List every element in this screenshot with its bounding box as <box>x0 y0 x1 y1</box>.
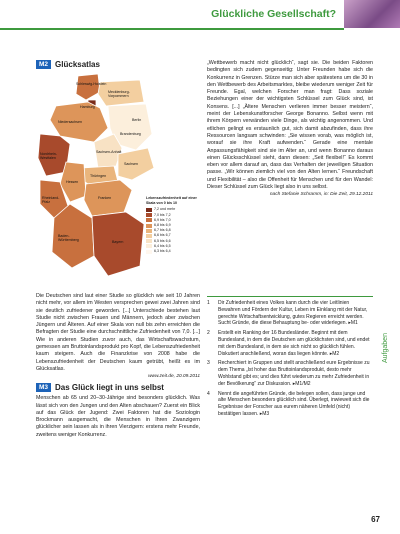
m3-text: Menschen ab 65 und 20–30-Jährige sind besonders glücklich. Was lässt sich von den Jungen und den Alten abschauen? Zuerst ein Blick auf das Glück der Jugend: Zwei Faktoren hat die Soziologin Brockmann ausgemacht, die Menschen in Ihren Zwanzigern glücklicher sein lassen als in ihren Vierzigern: erstens mehr Freunde, zweitens weniger Konkurrenz. <box>36 395 200 438</box>
tasks-section <box>207 300 373 421</box>
task-text: Recherchiert in Gruppen und stellt anschließend eure Ergebnisse zu dem Thema „Ist hoher das Bruttoinlandsprodukt, desto mehr Wohlstand gibt es; und dies führt wiederum zu mehr Zufriedenheit in der Bevölkerung“ zur Diskussion. ▸M1/M2 <box>218 360 370 387</box>
label-rp: Rheinland-Pfalz <box>42 196 60 204</box>
region-by <box>92 212 144 276</box>
label-sa: Sachsen-Anhalt <box>96 150 122 154</box>
task-item <box>207 391 373 418</box>
legend-label: 6,8 bis 6,9 <box>154 223 171 228</box>
legend-label: 6,6 bis 6,7 <box>154 233 171 238</box>
legend-swatch <box>146 218 152 222</box>
tasks-side-label: Aufgaben <box>382 333 389 363</box>
task-text: Erstellt ein Ranking der 16 Bundesländer. Beginnt mit dem Bundesland, in dem die Deutschen am glücklichsten sind, und endet mit dem Bundesland, in dem sie sich nicht so glücklich fühlen. Diskutiert anschließend, woran das liegen könnte. ▸M2 <box>218 330 370 357</box>
legend-swatch <box>146 244 152 248</box>
legend-swatch <box>146 208 152 212</box>
label-fr: Franken <box>98 196 112 200</box>
task-text: Dir Zufriedenheit eines Volkes kann durch die vier Leitlinien Bewahren und Fördern der Kultur, Leben im Einklang mit der Natur, gerechte Wirtschaftsentwicklung, gutes Regieren erreicht werden. Sucht Gründe, die diese Behauptung be- oder widerlegen. ▸M1 <box>218 300 368 327</box>
legend-swatch <box>146 224 152 228</box>
label-sn: Sachsen <box>124 162 138 166</box>
m3-continued-text: „Wettbewerb macht nicht glücklich“, sagt sie. Die beiden Faktoren bedingten sich zudem gegenseitig: Unter Freunden habe sich die Konkurrenz in Grenzen. Stürze man sich aber spätestens um die 30 in den Wettbewerb des Arbeitsmarktes, bleibe wiederum weniger Zeit für Freunde. Egal, welchen Forscher man fragt: Dass soziale Beziehungen einer der wichtigsten Schlüssel zum Glück sind, ist Konsens. [...] „Ältere Menschen verlieren immer besser meistern“, meint der Lebenskunstforscher George Bonanno. Selbst wenn mit ihrem Körpern verwänden viele Dinge, als wichtig angenommen. Und etlichen gelingt es erstaunlich gut, sich damit abzufinden, dass ihre Ressourcen langsam schwinden: „Sie wissen vorab, was möglich ist, worauf sie ihre Kraft aufwenden.“ Gerade eine mentale Anpassungsfähigkeit sind sie im Alter an, und wenn Bonanno daraus einen Glücksschlüssel sieht, dann diesen: „Seit flexibel!“ Es kommt eben vor allem darauf an, dass das Verhalten der jeweiligen Situation passe. „Wir können ziemlich viel von den Alten lernen.“ Freundschaft und Flexibilität – also die Offenheit für Menschen und für den Wandel: Dieser Schlüssel zum Glück liegt also in uns selbst. <box>207 60 373 191</box>
legend-label: 6,5 bis 6,6 <box>154 238 171 243</box>
m2-text: Die Deutschen sind laut einer Studie so glücklich wie seit 10 Jahren nicht mehr, vor allem im Westen versprechen gewei zwei Jahren sind sie deutlich zufriedener geworden. [...] Unterschiede bestehen laut Studie nicht zwischen Frauen und Männern, jedoch aber zwischen Jüngern und Älteren. Auf einer Skala von null bis zehn erreichten die Befragten der Studie eine durchschnittliche Zufriedenheit von 7,0. [...] Wie in anderen Studien zuvor auch, das Wirtschaftswachstum, gemessen am Bruttoinlandsprodukt pro Kopf, die Lebenszufriedenheit kaum steigern. Auch die Finanzkrise von 2008 habe die Lebenszufriedenheit der Deutschen kaum getrübt, heißt es im Glücksatlas. <box>36 293 201 372</box>
legend-label: 7,2 und mehr <box>154 207 176 212</box>
tasks-rule <box>207 296 373 297</box>
m3-badge: M3 <box>36 383 51 392</box>
label-hh: Hamburg <box>80 105 95 109</box>
label-he: Hessen <box>66 180 79 184</box>
legend-swatch <box>146 250 152 254</box>
legend-row <box>146 249 200 254</box>
map-svg <box>36 72 200 290</box>
right-column <box>207 60 373 201</box>
label-mv: Mecklenburg-Vorpommern <box>108 90 130 98</box>
legend-swatch <box>146 229 152 233</box>
germany-happiness-map <box>36 72 200 290</box>
legend-label: 6,3 bis 6,4 <box>154 249 171 254</box>
m3-title: Das Glück liegt in uns selbst <box>55 383 164 393</box>
label-bw: Baden-Württemberg <box>58 234 79 242</box>
task-number: 3 <box>207 360 210 367</box>
chapter-title: Glückliche Gesellschaft? <box>211 8 336 20</box>
m2-heading <box>36 60 200 69</box>
task-text: Nennt die angeführten Gründe, die belegen sollen, dass junge und alte Menschen besonders glücklich sind. Überlegt, inwieweit sich die Ergebnisse der Forscher aus eurem näheren Umfeld (nicht) bestätigen lassen. ▸M3 <box>218 390 370 417</box>
page-header <box>0 0 400 30</box>
label-nrw: Nordrhein-Westfalen <box>40 152 57 160</box>
region-sh <box>76 74 100 100</box>
label-th: Thüringen <box>90 174 107 178</box>
legend-swatch <box>146 239 152 243</box>
legend-label: 6,9 bis 7,0 <box>154 217 171 222</box>
page-number: 67 <box>371 515 380 524</box>
label-brb: Brandenburg <box>120 132 141 136</box>
task-item <box>207 330 373 357</box>
m2-badge: M2 <box>36 60 51 69</box>
task-item <box>207 360 373 387</box>
tasks-side-tab <box>382 303 394 373</box>
task-item <box>207 300 373 327</box>
task-number: 4 <box>207 390 210 397</box>
legend-label: 7,0 bis 7,2 <box>154 212 171 217</box>
legend-swatch <box>146 234 152 238</box>
header-photo <box>344 0 400 28</box>
task-number: 1 <box>207 300 210 306</box>
legend-swatch <box>146 213 152 217</box>
label-sh: Schleswig-Holstein <box>76 82 107 86</box>
legend-label: 6,7 bis 6,8 <box>154 228 171 233</box>
label-by: Bayern <box>112 240 124 244</box>
task-number: 2 <box>207 330 210 337</box>
label-b: Berlin <box>132 118 142 122</box>
map-legend <box>146 196 200 254</box>
left-column <box>36 60 200 439</box>
label-ni: Niedersachsen <box>58 120 82 124</box>
header-rule <box>0 28 344 30</box>
m2-title: Glücksatlas <box>55 60 100 69</box>
legend-label: 6,4 bis 6,5 <box>154 243 171 248</box>
m3-heading <box>36 383 200 392</box>
legend-title: Lebenszufriedenheit auf einer Skala von 0 bis 10 <box>146 196 197 206</box>
m2-source: www.zeit.de, 20.09.2011 <box>148 374 200 380</box>
m3-source: nach Stefanie Schramm, in: Die Zeit, 29.12.2011 <box>269 192 373 198</box>
